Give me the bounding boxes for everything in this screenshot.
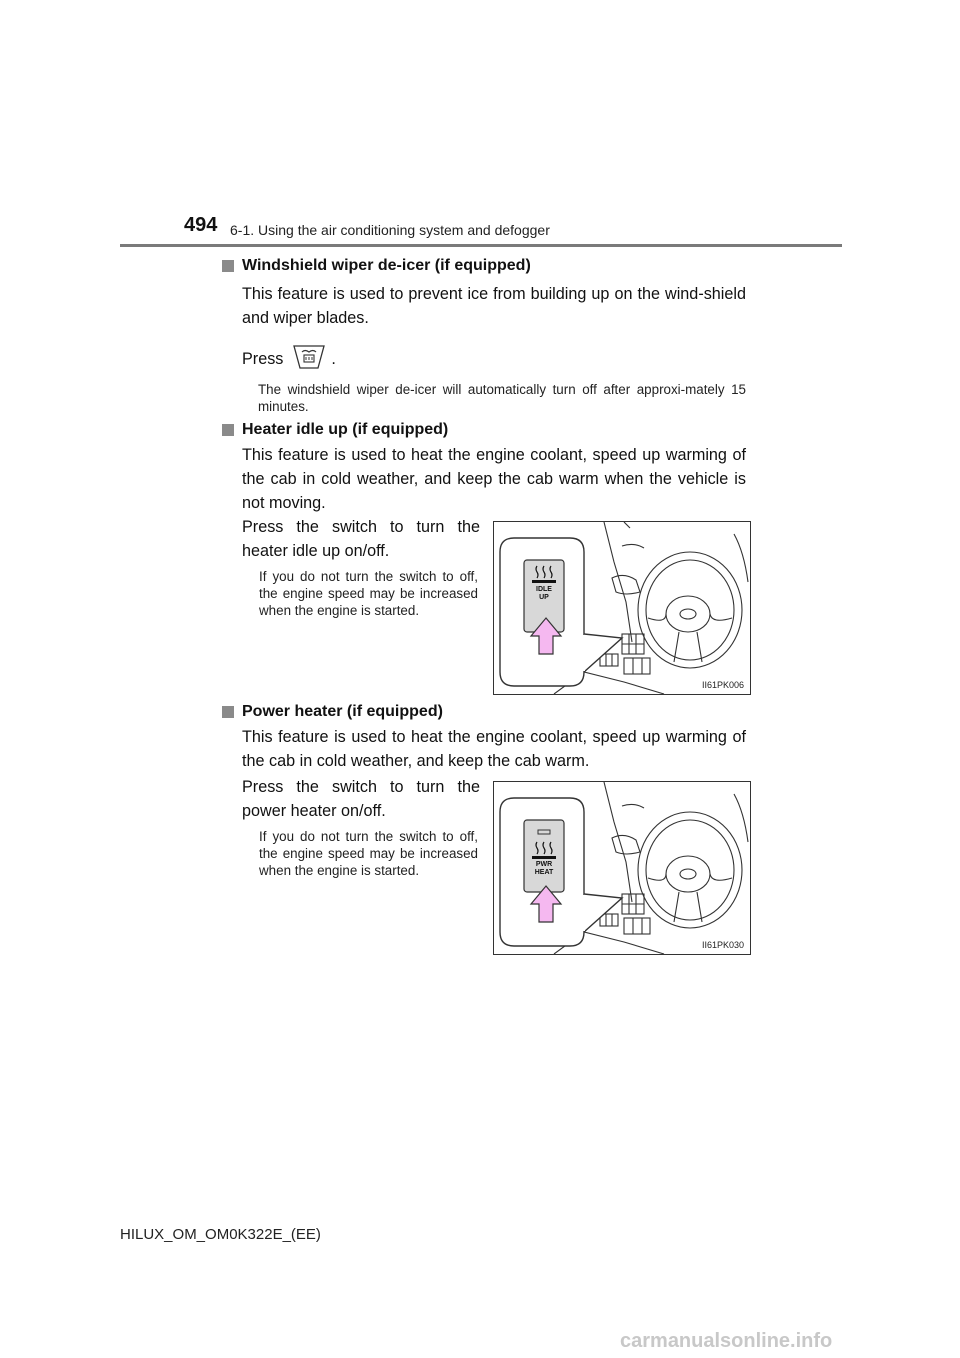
section-instruction-heater-idle-up: Press the switch to turn the heater idle up on/off.: [242, 518, 480, 560]
section-heading-heater-idle-up: [222, 421, 448, 439]
watermark: carmanualsonline.info: [620, 1330, 833, 1352]
press-prefix: Press: [242, 350, 284, 368]
chapter-title: 6-1. Using the air conditioning system and defogger: [230, 222, 550, 238]
switch-label-heat: HEAT: [534, 869, 554, 876]
section-heading-text: Heater idle up (if equipped): [242, 421, 449, 438]
section-heading-wiper-de-icer: [222, 257, 531, 275]
press-suffix: .: [331, 350, 336, 368]
figure-idle-up-switch: [493, 521, 751, 695]
section-note-heater-idle-up: If you do not turn the switch to off, the engine speed may be increased when the engine is started.: [259, 569, 478, 618]
document-code: HILUX_OM_OM0K322E_(EE): [120, 1226, 321, 1243]
dashboard-illustration: [494, 522, 750, 694]
figure-power-heater-switch: [493, 781, 751, 955]
section-instruction-power-heater: Press the switch to turn the power heater on/off.: [242, 778, 480, 820]
bullet-square-icon: [222, 260, 234, 272]
wiper-de-icer-icon: [291, 343, 327, 376]
section-note-wiper-de-icer: The windshield wiper de-icer will automatically turn off after approxi-mately 15 minutes.: [258, 382, 746, 414]
figure-code: II61PK030: [701, 940, 744, 950]
press-instruction: [242, 343, 336, 376]
header-rule: [120, 244, 842, 247]
section-note-power-heater: If you do not turn the switch to off, the engine speed may be increased when the engine is started.: [259, 829, 478, 878]
section-heading-power-heater: [222, 703, 443, 721]
switch-label-idle: IDLE: [536, 586, 552, 593]
switch-label-pwr: PWR: [535, 861, 553, 868]
switch-label-up: UP: [539, 594, 549, 601]
bullet-square-icon: [222, 424, 234, 436]
section-body-heater-idle-up: This feature is used to heat the engine coolant, speed up warming of the cab in cold weather, and keep the cab warm when the vehicle is not moving.: [242, 446, 746, 512]
bullet-square-icon: [222, 706, 234, 718]
section-body-wiper-de-icer: This feature is used to prevent ice from building up on the wind-shield and wiper blades.: [242, 285, 746, 327]
page-number: 494: [184, 214, 218, 236]
section-body-power-heater: This feature is used to heat the engine coolant, speed up warming of the cab in cold weather, and keep the cab warm.: [242, 728, 746, 770]
section-heading-text: Power heater (if equipped): [242, 703, 443, 720]
section-heading-text: Windshield wiper de-icer (if equipped): [242, 257, 531, 274]
figure-code: II61PK006: [701, 680, 744, 690]
